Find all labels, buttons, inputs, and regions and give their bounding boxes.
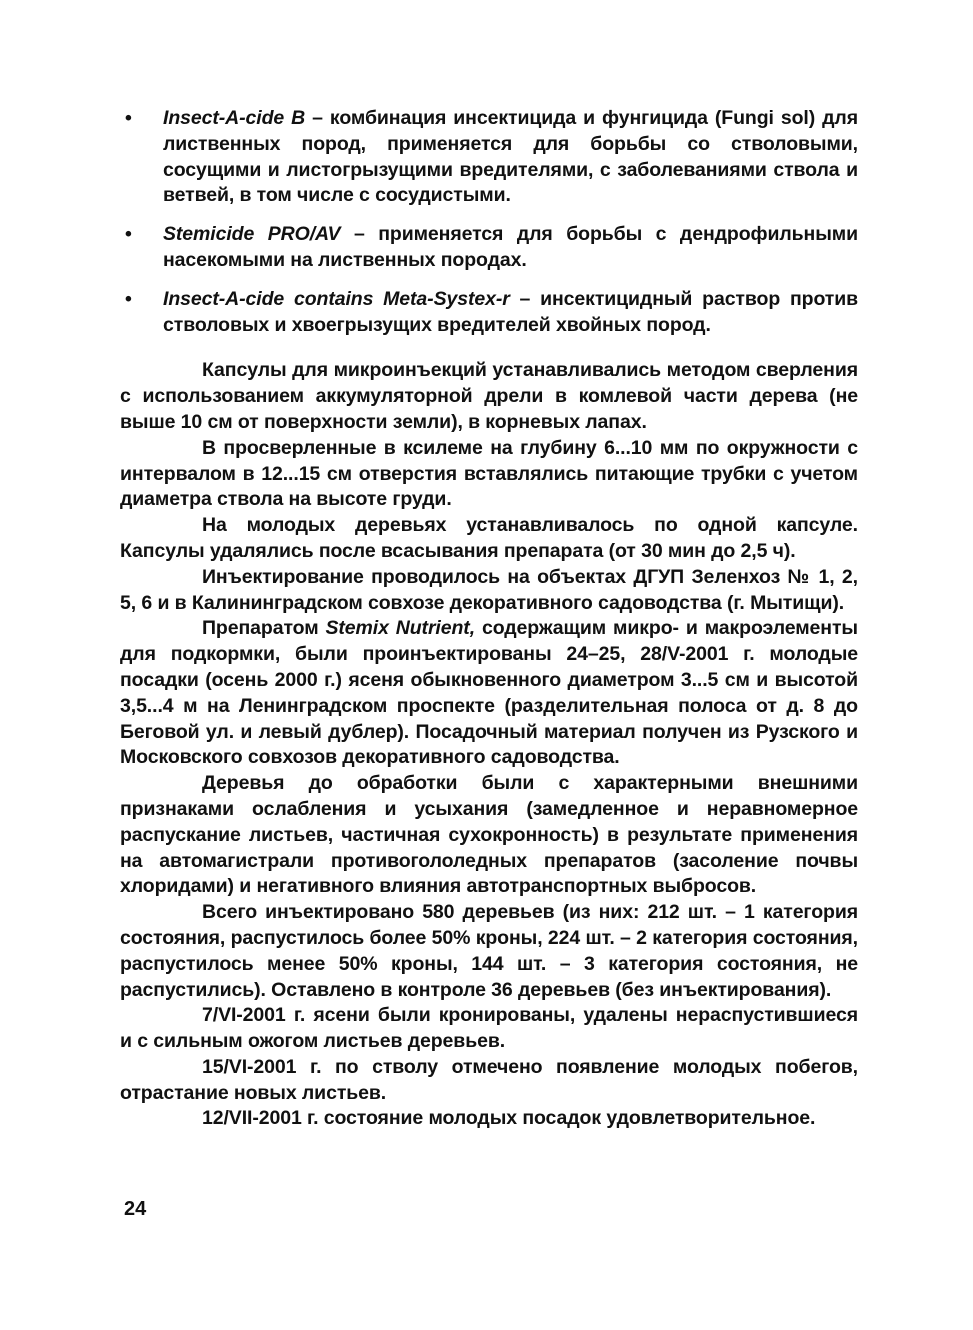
product-name: Stemix Nutrient, [325,617,476,640]
paragraph: Капсулы для микроинъекций устанавливались методом сверления с использованием аккумуляторной дрели в комлевой части дерева (не выше 10 см от поверхности земли), в корневых лапах. [120,359,858,433]
paragraph: В просверленные в ксилеме на глубину 6...10 мм по окружности с интервалом в 12...15 см отверстия вставлялись питающие трубки с учетом диаметра ствола на высоте груди. [120,436,858,511]
bullet-icon: • [125,223,132,246]
paragraph: 12/VII-2001 г. состояние молодых посадок удовлетворительное. [202,1107,816,1130]
list-item [120,106,858,209]
product-list [120,106,858,338]
paragraph-text: Препаратом [202,617,326,640]
product-name: Insect-A-cide B [163,107,306,129]
paragraph-text: содержащим микро- и макроэлементы для подкормки, были проинъектированы 24–25, 28/V-2001 г. молодые посадки (осень 2000 г.) ясеня обыкновенного диаметром 3...5 см и высотой 3,5...4 м на Ленинградском проспекте (разделительная полоса от д. 8 до Беговой ул. и левый дублер). Посадочный материал получен из Рузского и Московского совхозов декоративного садоводства. [120,617,858,769]
page-content [120,106,858,1132]
paragraph-stemix [120,616,858,771]
product-name: Insect-A-cide contains Meta-Systex-r [163,287,510,310]
paragraph: На молодых деревьях устанавливалось по одной капсуле. Капсулы удалялись после всасывания препарата (от 30 мин до 2,5 ч). [120,514,858,562]
paragraph: Деревья до обработки были с характерными внешними признаками ослабления и усыхания (замедленное и неравномерное распускание листьев, частичная сухокронность) в результате применения на автомагистрали противогололедных препаратов (засоление почвы хлоридами) и негативного влияния автотранспортных выбросов. [120,772,858,898]
list-item [120,222,858,274]
product-name: Stemicide PRO/AV [163,223,341,246]
paragraph: 15/VI-2001 г. по стволу отмечено появление молодых побегов, отрастание новых листьев. [120,1055,858,1104]
paragraph: 7/VI-2001 г. ясени были кронированы, удалены нераспустившиеся и с сильным ожогом листьев деревьев. [120,1004,858,1053]
product-description: – применяется для борьбы с дендрофильными насекомыми на лиственных породах. [163,223,858,271]
page-number: 24 [124,1198,147,1220]
list-item [120,287,858,339]
paragraph: Инъектирование проводилось на объектах ДГУП Зеленхоз № 1, 2, 5, 6 и в Калининградском совхозе декоративного садоводства (г. Мытищи). [120,565,858,614]
bullet-icon: • [125,107,132,129]
product-description: – комбинация инсектицида и фунгицида (Fungi sol) для лиственных пород, применяется для борьбы со стволовыми, сосущими и листогрызущими вредителями, с заболеваниями ствола и ветвей, в том числе с сосудистыми. [163,107,859,207]
product-description: – инсектицидный раствор против стволовых и хвоегрызущих вредителей хвойных пород. [163,287,858,336]
paragraph: Всего инъектировано 580 деревьев (из них: 212 шт. – 1 категория состояния, распустилось более 50% кроны, 224 шт. – 2 категория состояния, распустилось менее 50% кроны, 144 шт. – 3 категория состояния, не распустились). Оставлено в контроле 36 деревьев (без инъектирования). [120,901,858,1001]
bullet-icon: • [125,287,132,310]
